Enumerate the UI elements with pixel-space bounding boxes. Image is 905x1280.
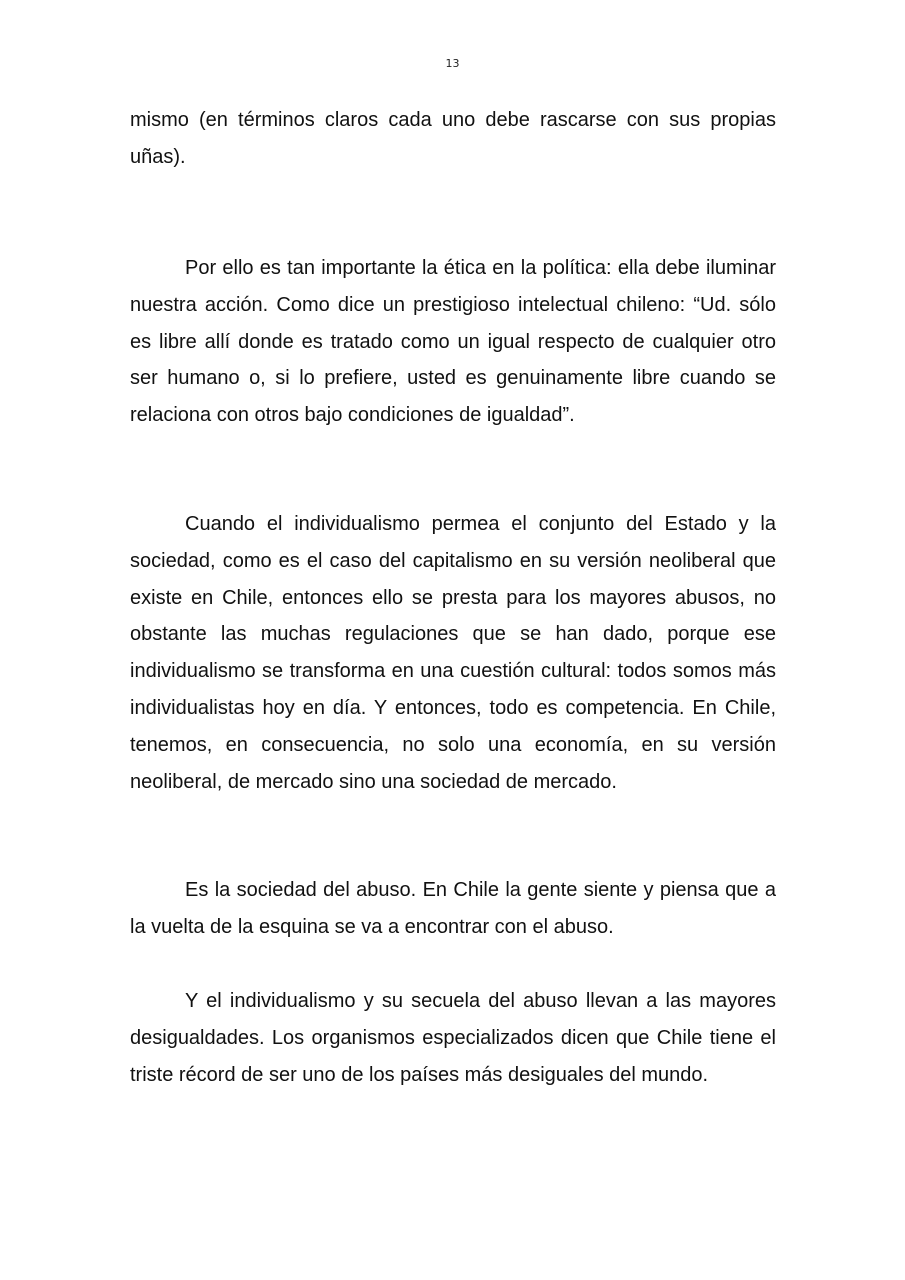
- paragraph-individualism: Cuando el individualismo permea el conjunto del Estado y la sociedad, como es el caso del capitalismo en su versión neoliberal que existe en Chile, entonces ello se presta para los mayores abusos, no obstante las muchas regulaciones que se han dado, porque ese individualismo se transforma en una cuestión cultural: todos somos más individualistas hoy en día. Y entonces, todo es competencia. En Chile, tenemos, en consecuencia, no solo una economía, en su versión neoliberal, de mercado sino una sociedad de mercado.: [130, 513, 776, 793]
- paragraph-ethics-politics: Por ello es tan importante la ética en la política: ella debe iluminar nuestra acción. Como dice un prestigioso intelectual chileno: “Ud. sólo es libre allí donde es tratado como un igual respecto de cualquier otro ser humano o, si lo prefiere, usted es genuinamente libre cuando se relaciona con otros bajo condiciones de igualdad”.: [130, 257, 776, 427]
- paragraph-inequality: Y el individualismo y su secuela del abuso llevan a las mayores desigualdades. Los organismos especializados dicen que Chile tiene el triste récord de ser uno de los países más desiguales del mundo.: [130, 990, 776, 1086]
- paragraph-abuse-society: Es la sociedad del abuso. En Chile la gente siente y piensa que a la vuelta de la esquina se va a encontrar con el abuso.: [130, 879, 776, 938]
- paragraph-continuation: mismo (en términos claros cada uno debe rascarse con sus propias uñas).: [130, 109, 776, 168]
- page-number: 13: [445, 57, 460, 70]
